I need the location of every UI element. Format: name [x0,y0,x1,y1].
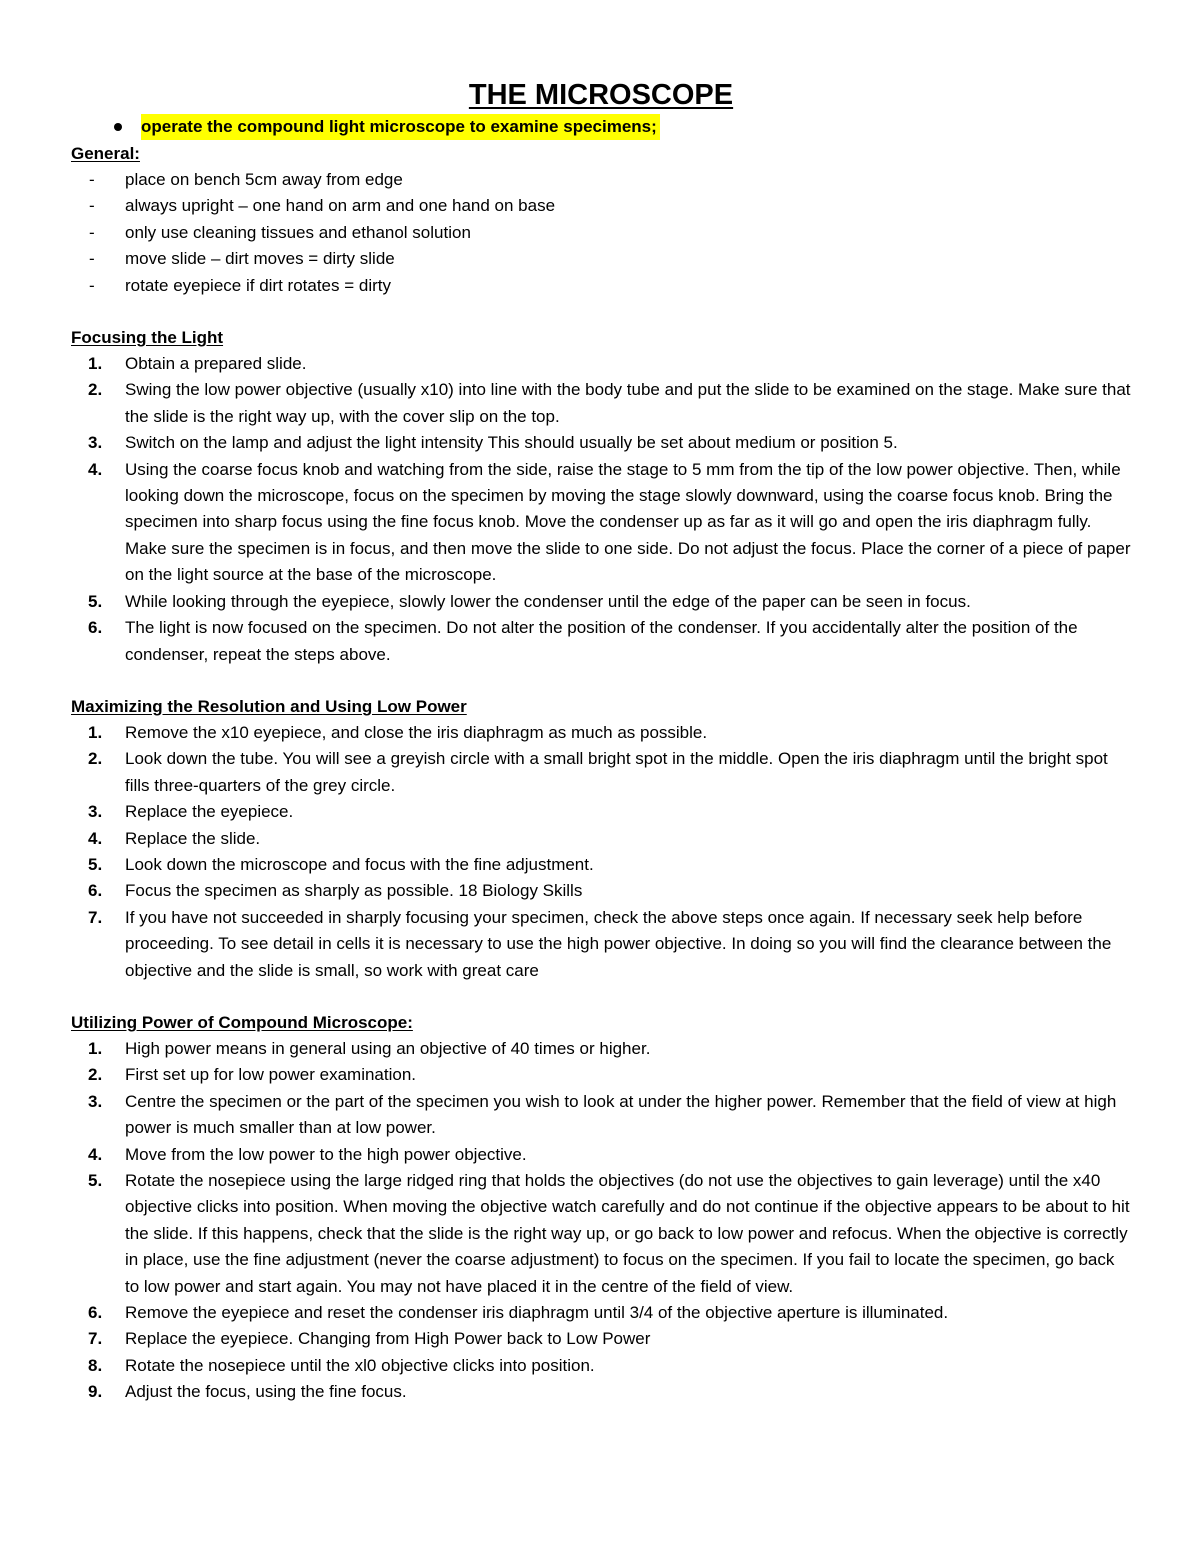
step-item: 4. Move from the low power to the high power objective. [88,1144,527,1164]
step-item: 7. Replace the eyepiece. Changing from High Power back to Low Power [88,1329,651,1349]
dash-marker: - [89,275,95,295]
step-item: 4. Using the coarse focus knob and watching from the side, raise the stage to 5 mm from the tip of the low power objective. Then, while looking down the microscope, focus on the specimen by moving the stage slowly downward, using the coarse focus knob. Bring the specimen into sharp focus using the fine focus knob. Move the condenser up as far as it will go and open the iris diaphragm fully. Make sure the specimen is in focus, and then move the slide to one side. Do not adjust the focus. Place the corner of a piece of paper on the light source at the base of the microscope. [88,459,1131,585]
step-item: 1. Remove the x10 eyepiece, and close the iris diaphragm as much as possible. [88,722,708,742]
focusing-steps [71,351,1131,668]
section-heading-high-power: Utilizing Power of Compound Microscope: [71,1012,413,1032]
step-item: 4. Replace the slide. [88,828,261,848]
step-item: 6. Remove the eyepiece and reset the condenser iris diaphragm until 3/4 of the objective aperture is illuminated. [88,1303,949,1323]
step-item: 3. Replace the eyepiece. [88,802,294,822]
step-item: 3. Switch on the lamp and adjust the light intensity This should usually be set about medium or position 5. [88,433,898,453]
step-item: 1. High power means in general using an objective of 40 times or higher. [88,1038,651,1058]
section-gap [71,668,1131,694]
step-item: 9. Adjust the focus, using the fine focus. [88,1382,407,1402]
bullet-icon [114,123,122,131]
section-heading-general: General: [71,144,140,163]
step-item: 6. Focus the specimen as sharply as possible. 18 Biology Skills [88,881,583,901]
resolution-steps [71,720,1131,984]
list-item: - only use cleaning tissues and ethanol solution [71,220,1131,246]
step-item: 5. Look down the microscope and focus with the fine adjustment. [88,854,594,874]
objective-row [71,114,1131,141]
step-item: 5. While looking through the eyepiece, slowly lower the condenser until the edge of the paper can be seen in focus. [88,591,971,611]
section-gap [71,299,1131,325]
step-item: 1. Obtain a prepared slide. [88,354,307,374]
dash-marker: - [89,196,95,216]
step-item: 5. Rotate the nosepiece using the large ridged ring that holds the objectives (do not use the objectives to gain leverage) until the x40 objective clicks into position. When moving the objective watch carefully and do not continue if the objective appears to be about to hit the slide. If this happens, check that the slide is the right way up, or go back to low power and refocus. When the objective is correctly in place, use the fine adjustment (never the coarse adjustment) to focus on the specimen. If you fail to locate the specimen, go back to low power and start again. You may not have placed it in the centre of the field of view. [88,1171,1130,1296]
section-gap [71,984,1131,1010]
step-item: 6. The light is now focused on the specimen. Do not alter the position of the condenser. If you accidentally alter the position of the condenser, repeat the steps above. [88,618,1078,664]
section-heading-focusing: Focusing the Light [71,328,224,348]
step-item: 8. Rotate the nosepiece until the xl0 objective clicks into position. [88,1355,595,1375]
list-item: - move slide – dirt moves = dirty slide [71,246,1131,272]
dash-marker: - [89,170,95,189]
list-item: - rotate eyepiece if dirt rotates = dirty [71,273,1131,299]
page-title: THE MICROSCOPE [468,79,734,111]
step-item: 2. Look down the tube. You will see a greyish circle with a small bright spot in the middle. Open the iris diaphragm until the bright spot fills three-quarters of the grey circle. [88,749,1108,795]
step-item: 3. Centre the specimen or the part of the specimen you wish to look at under the higher power. Remember that the field of view at high power is much smaller than at low power. [88,1091,1117,1138]
dash-marker: - [89,222,95,242]
objective-highlight: operate the compound light microscope to examine specimens; [141,114,660,140]
general-list [71,167,1131,299]
list-item: - place on bench 5cm away from edge [71,167,1131,193]
step-item: 2. Swing the low power objective (usually x10) into line with the body tube and put the slide to be examined on the stage. Make sure that the slide is the right way up, with the cover slip on the top. [88,380,1131,426]
dash-marker: - [89,249,95,269]
step-item: 7. If you have not succeeded in sharply focusing your specimen, check the above steps once again. If necessary seek help before proceeding. To see detail in cells it is necessary to use the high power objective. In doing so you will find the clearance between the objective and the slide is small, so work with great care [88,907,1112,980]
step-item: 2. First set up for low power examination. [88,1065,417,1085]
section-heading-resolution: Maximizing the Resolution and Using Low Power [71,696,467,716]
document-page [71,76,1131,1406]
high-power-steps [71,1036,1131,1406]
list-item: - always upright – one hand on arm and one hand on base [71,193,1131,219]
